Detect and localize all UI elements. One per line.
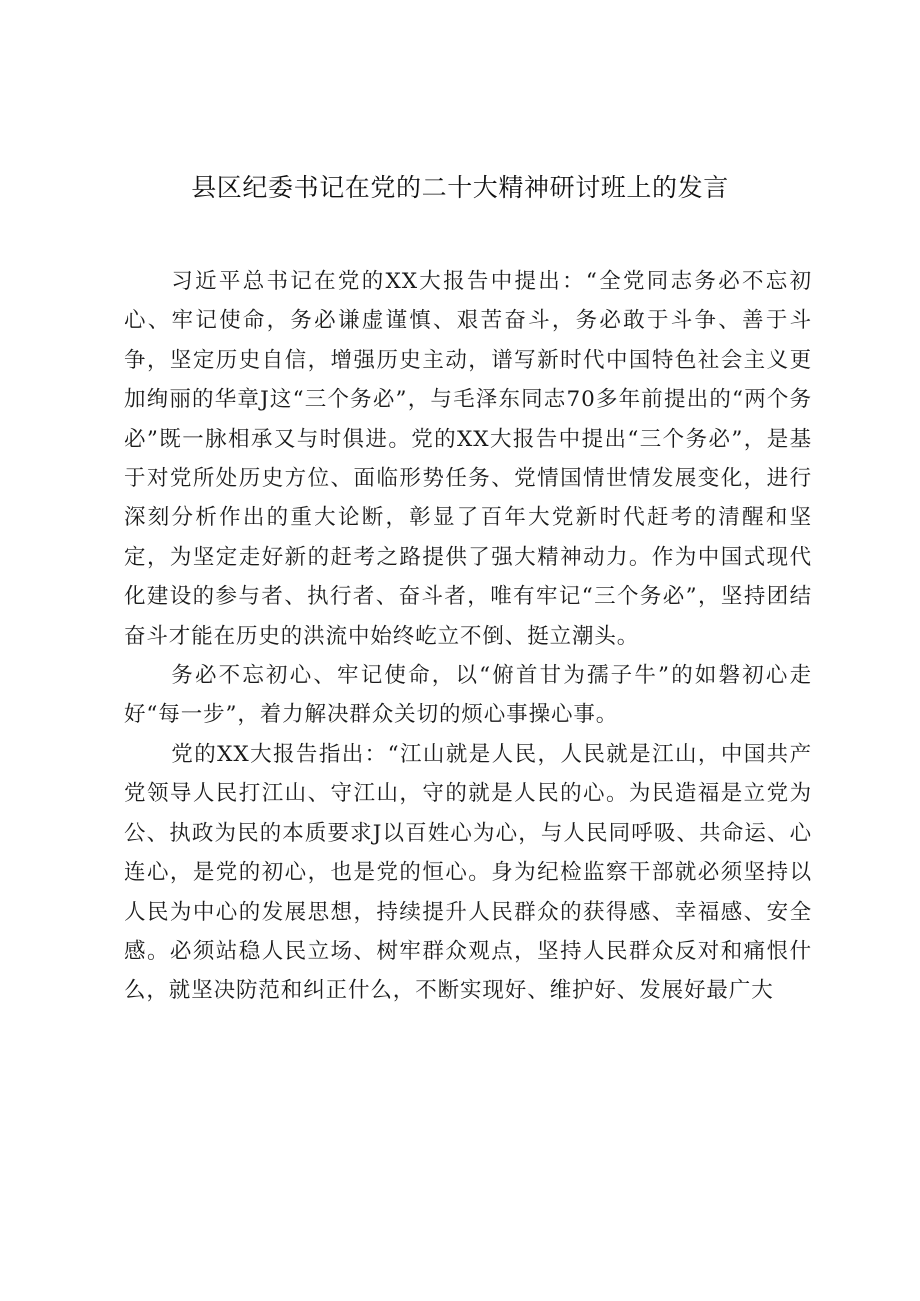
paragraph: 习近平总书记在党的XX大报告中提出：“全党同志务必不忘初心、牢记使命，务必谦虚谨慎、艰苦奋斗，务必敢于斗争、善于斗争，坚定历史自信，增强历史主动，谱写新时代中国特色社会主义更加绚丽的华章J这“三个务必”，与毛泽东同志70多年前提出的“两个务必”既一脉相承又与时俱进。党的XX大报告中提出“三个务必”，是基于对党所处历史方位、面临形势任务、党情国情世情发展变化，进行深刻分析作出的重大论断，彰显了百年大党新时代赶考的清醒和坚定，为坚定走好新的赶考之路提供了强大精神动力。作为中国式现代化建设的参与者、执行者、奋斗者，唯有牢记“三个务必”，坚持团结奋斗才能在历史的洪流中始终屹立不倒、挺立潮头。 <box>124 269 812 649</box>
paragraph: 党的XX大报告指出：“江山就是人民，人民就是江山，中国共产党领导人民打江山、守江山，守的就是人民的心。为民造福是立党为公、执政为民的本质要求J以百姓心为心，与人民同呼吸、共命运、心连心，是党的初心，也是党的恒心。身为纪检监察干部就必须坚持以人民为中心的发展思想，持续提升人民群众的获得感、幸福感、安全感。必须站稳人民立场、树牢群众观点，坚持人民群众反对和痛恨什么，就坚决防范和纠正什么，不断实现好、维护好、发展好最广大 <box>124 741 812 1004</box>
paragraph: 务必不忘初心、牢记使命，以“俯首甘为孺子牛”的如磐初心走好“每一步”，着力解决群众关切的烦心事操心事。 <box>124 663 812 728</box>
document-body <box>124 262 812 1011</box>
document-title: 县区纪委书记在党的二十大精神研讨班上的发言 <box>191 173 729 202</box>
